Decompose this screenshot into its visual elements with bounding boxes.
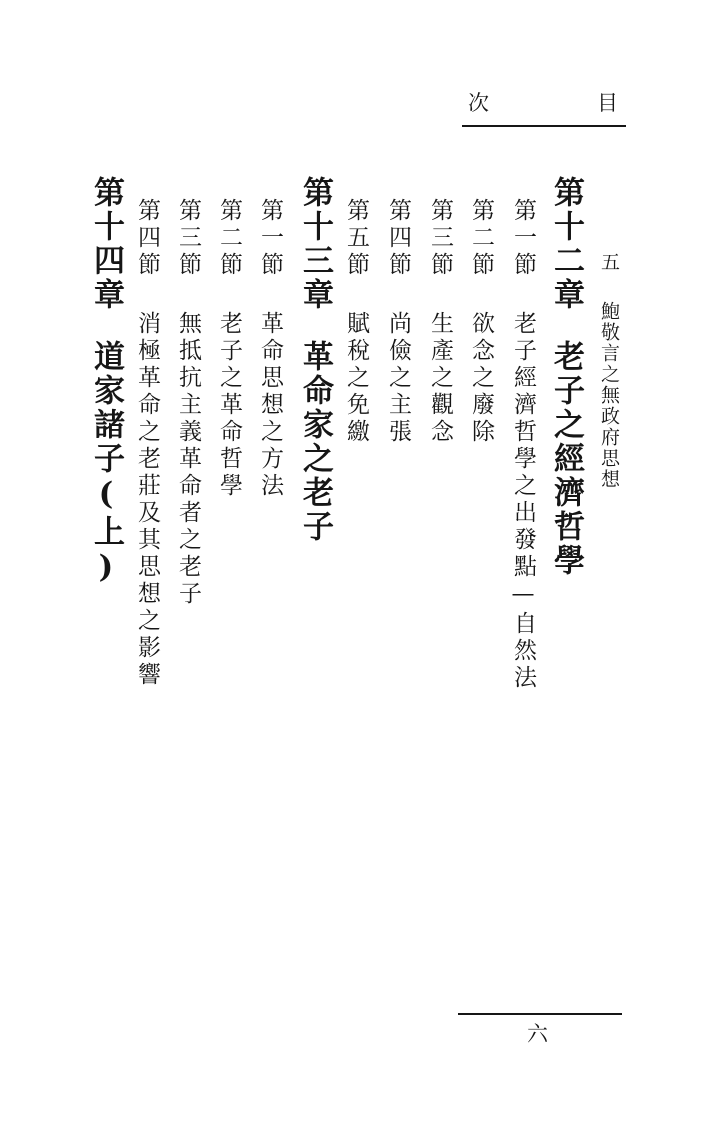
- header-mu: 目: [597, 91, 618, 115]
- toc-entry-section: [213, 198, 246, 500]
- toc-entry-section: [172, 198, 205, 608]
- entry-label: 第四節: [134, 198, 160, 279]
- entry-title: 老子經濟哲學之出發點—自然法: [510, 311, 536, 692]
- entry-label: 第三節: [175, 198, 201, 279]
- entry-title: 革命家之老子: [297, 340, 333, 544]
- toc-entry-section: [254, 198, 287, 500]
- entry-title: 尚儉之主張: [385, 311, 411, 446]
- entry-label: 第十二章: [548, 176, 584, 312]
- header-ci: 次: [468, 91, 489, 115]
- toc-entry-chapter: [293, 176, 338, 544]
- toc-entry-section: [465, 198, 498, 446]
- entry-label: 五: [598, 252, 620, 273]
- toc-entry-section: [382, 198, 415, 446]
- toc-entry-chapter: [544, 176, 589, 578]
- toc-entry-chapter: [84, 176, 129, 588]
- toc-entry-sub: [596, 252, 623, 490]
- entry-label: 第二節: [216, 198, 242, 279]
- entry-title: 革命思想之方法: [257, 311, 283, 500]
- toc-entry-section: [131, 198, 164, 689]
- entry-label: 第十四章: [88, 176, 124, 312]
- entry-label: 第一節: [257, 198, 283, 279]
- entry-label: 第十三章: [297, 176, 333, 312]
- toc-entry-section: [424, 198, 457, 446]
- entry-label: 第一節: [510, 198, 536, 279]
- page-number: 六: [527, 1022, 548, 1046]
- running-header: [462, 90, 624, 128]
- entry-title: 消極革命之老莊及其思想之影響: [134, 311, 160, 689]
- entry-title: 道家諸子(上): [88, 340, 124, 588]
- entry-title: 老子之革命哲學: [216, 311, 242, 500]
- entry-title: 無抵抗主義革命者之老子: [175, 311, 201, 608]
- entry-label: 第二節: [468, 198, 494, 279]
- entry-label: 第五節: [343, 198, 369, 279]
- entry-label: 第三節: [427, 198, 453, 279]
- entry-title: 生產之觀念: [427, 311, 453, 446]
- header-rule: [462, 125, 626, 127]
- entry-title: 鮑敬言之無政府思想: [598, 301, 620, 490]
- toc-entry-section: [340, 198, 373, 446]
- entry-title: 老子之經濟哲學: [548, 340, 584, 578]
- entry-title: 欲念之廢除: [468, 311, 494, 446]
- entry-label: 第四節: [385, 198, 411, 279]
- toc-entry-section: [507, 198, 540, 692]
- footer-rule: [458, 1013, 622, 1015]
- entry-title: 賦稅之免繳: [343, 311, 369, 446]
